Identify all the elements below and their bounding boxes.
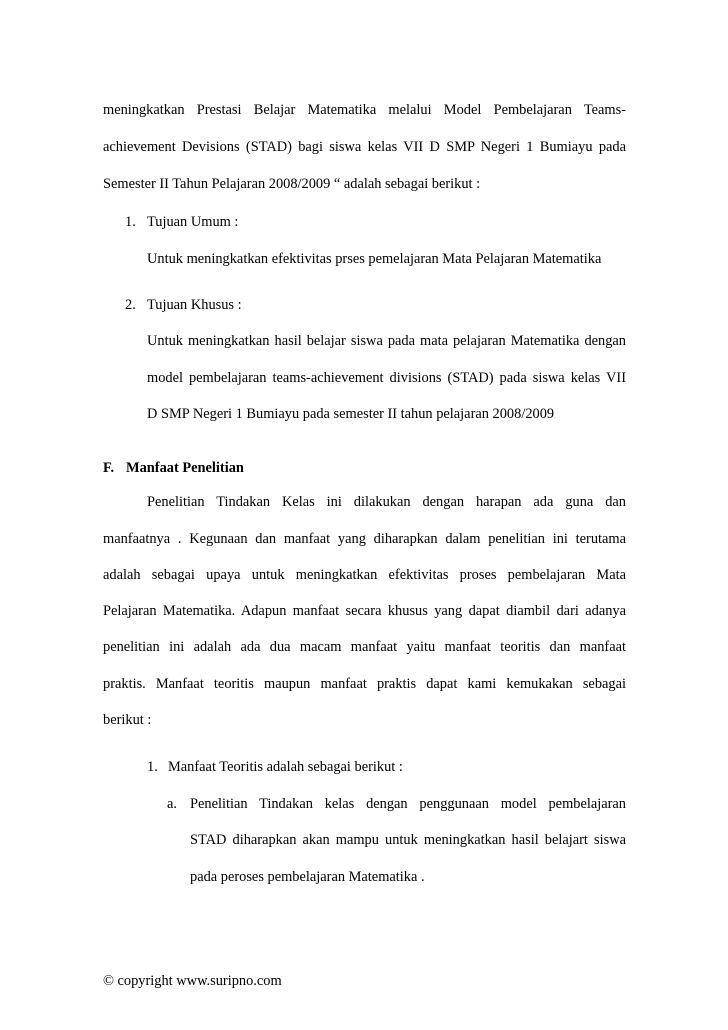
goal-2-title: Tujuan Khusus :: [147, 297, 242, 313]
goal-2-number: 2.: [125, 297, 136, 313]
goal-1-title: Tujuan Umum :: [147, 214, 239, 230]
sub-a-letter: a.: [167, 796, 177, 812]
paragraph-line-2: manfaatnya . Kegunaan dan manfaat yang diharapkan dalam penelitian ini terutama: [103, 531, 626, 547]
intro-line-1: meningkatkan Prestasi Belajar Matematika melalui Model Pembelajaran Teams-: [103, 102, 626, 118]
sub-a-line-2: STAD diharapkan akan mampu untuk meningkatkan hasil belajart siswa: [190, 832, 626, 848]
paragraph-line-5: penelitian ini adalah ada dua macam manfaat yaitu manfaat teoritis dan manfaat: [103, 639, 626, 655]
paragraph-line-4: Pelajaran Matematika. Adapun manfaat secara khusus yang dapat diambil dari adanya: [103, 603, 626, 619]
footer-copyright: © copyright www.suripno.com: [103, 973, 282, 989]
paragraph-line-3: adalah sebagai upaya untuk meningkatkan efektivitas proses pembelajaran Mata: [103, 567, 626, 583]
benefit-1-number: 1.: [147, 759, 158, 775]
goal-1-line-1: Untuk meningkatkan efektivitas prses pemelajaran Mata Pelajaran Matematika: [147, 251, 602, 267]
intro-line-3: Semester II Tahun Pelajaran 2008/2009 “ adalah sebagai berikut :: [103, 176, 481, 192]
goal-2-line-2: model pembelajaran teams-achievement divisions (STAD) pada siswa kelas VII: [147, 370, 626, 386]
sub-a-line-3: pada peroses pembelajaran Matematika .: [190, 869, 425, 885]
goal-2-line-1: Untuk meningkatkan hasil belajar siswa pada mata pelajaran Matematika dengan: [147, 333, 626, 349]
section-f-heading: Manfaat Penelitian: [126, 460, 244, 476]
intro-line-2: achievement Devisions (STAD) bagi siswa kelas VII D SMP Negeri 1 Bumiayu pada: [103, 139, 626, 155]
paragraph-line-6: praktis. Manfaat teoritis maupun manfaat praktis dapat kami kemukakan sebagai: [103, 676, 626, 692]
paragraph-line-1: Penelitian Tindakan Kelas ini dilakukan dengan harapan ada guna dan: [147, 494, 626, 510]
sub-a-line-1: Penelitian Tindakan kelas dengan penggunaan model pembelajaran: [190, 796, 626, 812]
paragraph-line-7: berikut :: [103, 712, 152, 728]
benefit-1-title: Manfaat Teoritis adalah sebagai berikut :: [168, 759, 403, 775]
goal-2-line-3: D SMP Negeri 1 Bumiayu pada semester II tahun pelajaran 2008/2009: [147, 406, 555, 422]
goal-1-number: 1.: [125, 214, 136, 230]
section-f-label: F.: [103, 460, 115, 476]
